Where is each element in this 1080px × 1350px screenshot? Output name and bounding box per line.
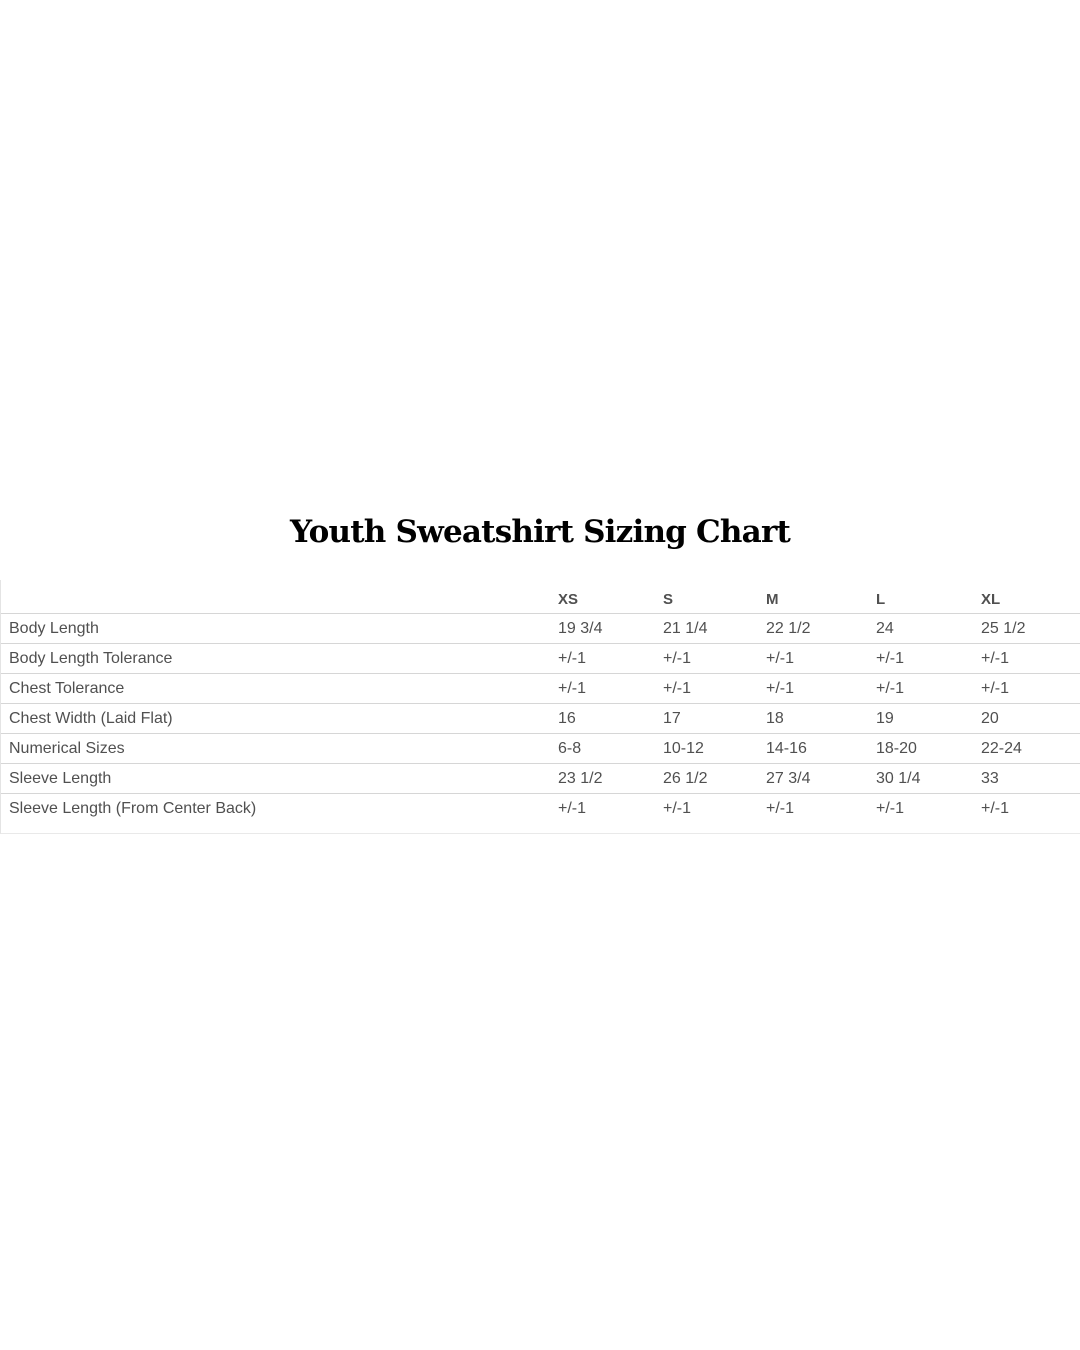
table-row: [1, 674, 1080, 704]
row-label: Numerical Sizes: [9, 740, 125, 757]
table-cell: 27 3/4: [766, 770, 811, 787]
row-label: Body Length Tolerance: [9, 650, 173, 667]
table-row: [1, 644, 1080, 674]
table-row: [1, 764, 1080, 794]
table-cell: +/-1: [663, 680, 692, 697]
table-cell: 23 1/2: [558, 770, 603, 787]
row-label: Sleeve Length: [9, 770, 112, 787]
row-label: Body Length: [9, 620, 99, 637]
header-cell-m: M: [766, 591, 779, 608]
table-cell: +/-1: [766, 650, 795, 667]
header-cell-xl: XL: [981, 591, 1001, 608]
table-cell: 22 1/2: [766, 620, 811, 637]
table-cell: 22-24: [981, 740, 1022, 757]
table-header-row: [1, 584, 1080, 614]
table-cell: +/-1: [981, 680, 1010, 697]
table-row: [1, 734, 1080, 764]
table-cell: +/-1: [558, 680, 587, 697]
table-cell: +/-1: [766, 800, 795, 817]
table-cell: 18-20: [876, 740, 917, 757]
table-cell: 14-16: [766, 740, 807, 757]
sizing-table: [0, 580, 1080, 834]
table-cell: 10-12: [663, 740, 704, 757]
table-cell: 16: [558, 710, 576, 727]
table-cell: +/-1: [766, 680, 795, 697]
table-cell: 19 3/4: [558, 620, 603, 637]
table-cell: 19: [876, 710, 894, 727]
table-cell: +/-1: [981, 650, 1010, 667]
table-cell: +/-1: [663, 800, 692, 817]
table-cell: 30 1/4: [876, 770, 921, 787]
table-cell: 21 1/4: [663, 620, 708, 637]
table-cell: 17: [663, 710, 681, 727]
table-cell: +/-1: [558, 650, 587, 667]
header-cell-s: S: [663, 591, 674, 608]
table-cell: +/-1: [876, 680, 905, 697]
table-cell: 18: [766, 710, 784, 727]
table-cell: +/-1: [981, 800, 1010, 817]
table-cell: 26 1/2: [663, 770, 708, 787]
header-cell-xs: XS: [558, 591, 579, 608]
table-cell: 25 1/2: [981, 620, 1026, 637]
row-label: Chest Tolerance: [9, 680, 125, 697]
table-cell: +/-1: [558, 800, 587, 817]
page-title: Youth Sweatshirt Sizing Chart: [289, 514, 791, 550]
table-cell: +/-1: [876, 800, 905, 817]
row-label: Chest Width (Laid Flat): [9, 710, 173, 727]
table-cell: 20: [981, 710, 999, 727]
table-cell: +/-1: [663, 650, 692, 667]
row-label: Sleeve Length (From Center Back): [9, 800, 257, 817]
table-row: [1, 794, 1080, 824]
table-cell: 24: [876, 620, 894, 637]
table-row: [1, 614, 1080, 644]
table-cell: 6-8: [558, 740, 582, 757]
table-cell: 33: [981, 770, 999, 787]
header-cell-l: L: [876, 591, 886, 608]
table-cell: +/-1: [876, 650, 905, 667]
table-row: [1, 704, 1080, 734]
